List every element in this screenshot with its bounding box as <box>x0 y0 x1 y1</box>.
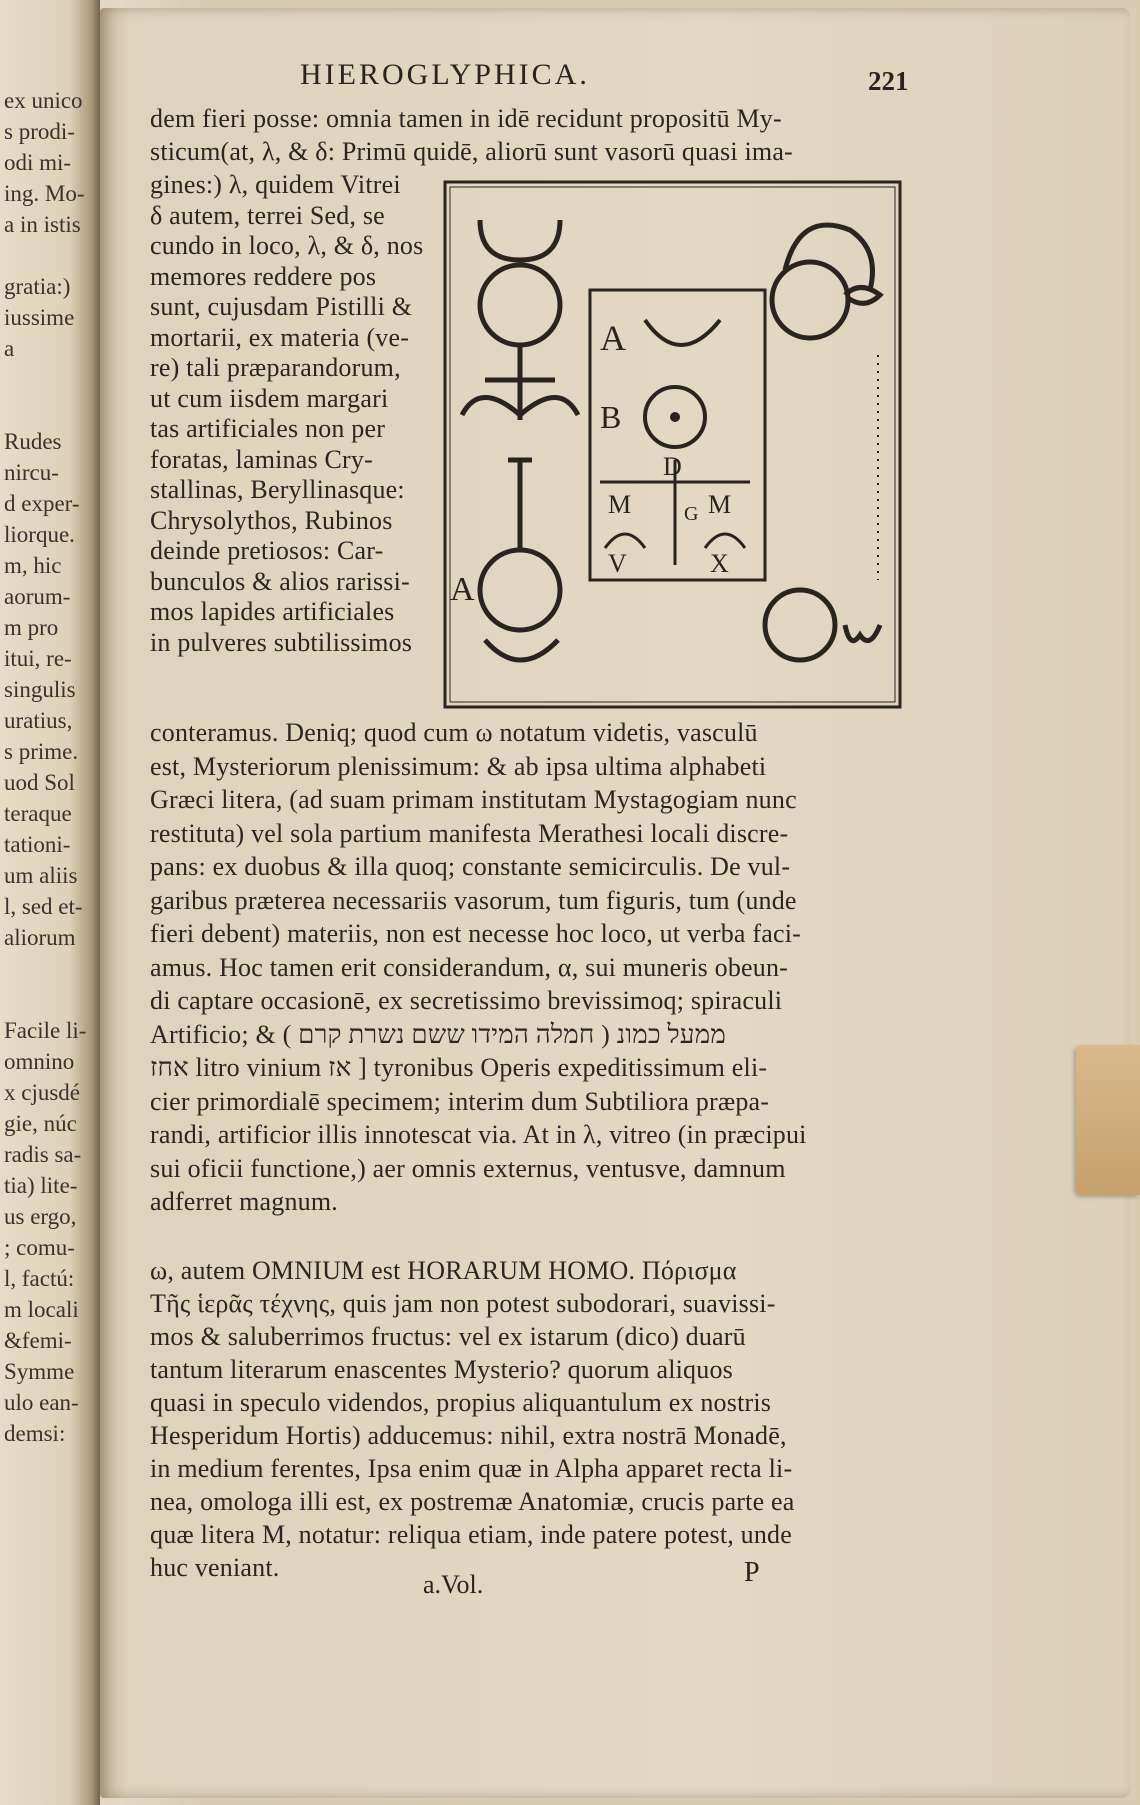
left-margin-line: a <box>4 336 15 361</box>
left-margin-line: s prodi- <box>4 119 75 144</box>
text-line: re) tali præparandorum, <box>150 353 401 382</box>
upper-crescent <box>645 320 720 345</box>
text-line: sticum(at, λ, & δ: Primū quidē, aliorū sunt vasorū quasi ima- <box>150 137 793 166</box>
text-line: pans: ex duobus & illa quoq; constante semicirculis. De vul- <box>150 852 791 881</box>
text-line: bunculos & alios rarissi- <box>150 566 410 596</box>
text-line: est, Mysteriorum plenissimum: & ab ipsa ultima alphabeti <box>150 751 767 781</box>
left-margin-line: s prime. <box>4 739 79 764</box>
text-line: quæ litera M, notatur: reliqua etiam, inde patere potest, unde <box>150 1520 792 1549</box>
omega-symbol <box>765 590 880 660</box>
left-margin-line: aliorum <box>4 925 76 950</box>
left-margin-line: uod Sol <box>4 770 75 795</box>
left-margin-line: uratius, <box>4 708 73 733</box>
text-line: stallinas, Beryllinasque: <box>150 475 405 504</box>
left-margin-line: tia) lite- <box>4 1173 78 1198</box>
left-margin-line: Rudes <box>4 429 62 454</box>
text-line: ut cum iisdem margari <box>150 383 389 413</box>
left-margin-line: nircu- <box>4 460 59 485</box>
text-line: in pulveres subtilissimos <box>150 627 413 657</box>
text-line: foratas, laminas Cry- <box>150 444 373 474</box>
text-line: tas artificiales non per <box>150 414 386 443</box>
text-line: sunt, cujusdam Pistilli & <box>150 292 413 321</box>
mercury-symbol <box>462 220 578 420</box>
left-margin-line: l, factú: <box>4 1266 75 1291</box>
text-line: cundo in loco, λ, & δ, nos <box>150 231 424 260</box>
left-margin-line: ulo ean- <box>4 1390 79 1415</box>
left-margin-line: x cjusdé <box>4 1080 81 1105</box>
figure-letter-m1: M <box>608 490 632 519</box>
text-line: deinde pretiosos: Car- <box>150 536 384 565</box>
left-margin-line: m, hic <box>4 553 62 578</box>
text-line: Chrysolythos, Rubinos <box>150 505 393 535</box>
text-line: di captare occasionē, ex secretissimo brevissimoq; spiraculi <box>150 986 783 1015</box>
page-number: 221 <box>868 66 909 96</box>
text-line: nea, omologa illi est, ex postremæ Anatomiæ, crucis parte ea <box>150 1487 795 1516</box>
left-margin-line: demsi: <box>4 1421 66 1446</box>
left-margin-line: gratia:) <box>4 274 71 299</box>
left-margin-line: odi mi- <box>4 150 72 175</box>
text-line: tantum literarum enascentes Mysterio? quorum aliquos <box>150 1355 733 1384</box>
figure-letter-b: B <box>600 399 622 435</box>
text-line: garibus præterea necessariis vasorum, tum figuris, tum (unde <box>150 885 797 915</box>
figure-side-letter-a: A <box>450 571 475 608</box>
text-line: Artificio; & ( חמלה המידו ששם נשרת קרם ) ממעל כמונ <box>150 1019 726 1049</box>
taurus-symbol <box>772 225 880 338</box>
left-margin-line: itui, re- <box>4 646 72 671</box>
vessel-symbol <box>480 460 560 660</box>
signature-mark: a.Vol. <box>423 1570 484 1599</box>
left-margin-line: Facile li- <box>4 1018 87 1043</box>
figure-letter-v: V <box>608 549 627 578</box>
left-margin-line: gie, núc <box>4 1111 77 1136</box>
text-line: אחז litro vinium אז ] tyronibus Operis expeditissimum eli- <box>150 1053 768 1082</box>
lower-arc-left <box>605 534 645 548</box>
text-line: gines:) λ, quidem Vitrei <box>150 170 401 199</box>
text-line: memores reddere pos <box>150 261 377 291</box>
left-margin-line: radis sa- <box>4 1142 82 1167</box>
left-margin-line: Symme <box>4 1359 75 1384</box>
text-line: amus. Hoc tamen erit considerandum, α, sui muneris obeun- <box>150 952 789 982</box>
left-margin-line: um aliis <box>4 863 78 888</box>
text-line: randi, artificior illis innotescat via. At in λ, vitreo (in præcipui <box>150 1120 807 1149</box>
text-line: mos lapides artificiales <box>150 597 395 626</box>
running-head: HIEROGLYPHICA. <box>300 58 590 91</box>
left-margin-line: &femi- <box>4 1328 72 1353</box>
left-margin-line: d exper- <box>4 491 80 516</box>
text-line: huc veniant. <box>150 1553 280 1582</box>
lower-arc-right <box>705 534 745 548</box>
left-page-edge <box>0 0 100 1805</box>
figure-letter-g: G <box>684 503 699 525</box>
text-line: mortarii, ex materia (ve- <box>150 322 410 352</box>
text-line: δ autem, terrei Sed, se <box>150 200 385 230</box>
figure-letter-d: D <box>663 452 682 481</box>
text-line: ω, autem OMNIUM est HORARUM HOMO. Πόρισμα <box>150 1256 737 1285</box>
text-line: dem fieri posse: omnia tamen in idē recidunt propositū My- <box>150 104 782 133</box>
paper-bookmark <box>1076 1045 1140 1195</box>
left-margin-line: a in istis <box>4 212 81 237</box>
left-margin-line: ; comu- <box>4 1235 75 1260</box>
sun-dot <box>670 412 680 422</box>
catchword: P <box>744 1557 760 1588</box>
text-line: Tῆς ἱερᾶς τέχνης, quis jam non potest subodorari, suavissi- <box>150 1289 776 1318</box>
left-margin-line: singulis <box>4 677 76 702</box>
left-margin-line: us ergo, <box>4 1204 77 1229</box>
left-margin-line: tationi- <box>4 832 71 857</box>
left-margin-line: ex unico <box>4 88 83 113</box>
figure-svg <box>440 170 910 715</box>
left-margin-line: iussime <box>4 305 75 330</box>
left-margin-line: l, sed et- <box>4 894 83 919</box>
figure-letter-x: X <box>710 549 729 578</box>
left-margin-line: liorque. <box>4 522 75 547</box>
left-margin-line: aorum- <box>4 584 71 609</box>
left-margin-line: m pro <box>4 615 59 640</box>
text-line: fieri debent) materiis, non est necesse hoc loco, ut verba faci- <box>150 919 801 948</box>
text-line: Hesperidum Hortis) adducemus: nihil, extra nostrā Monadē, <box>150 1421 787 1450</box>
hieroglyphic-figure <box>440 170 910 715</box>
left-margin-line: teraque <box>4 801 72 826</box>
text-line: cier primordialē specimem; interim dum Subtiliora præpa- <box>150 1086 770 1116</box>
text-line: conteramus. Deniq; quod cum ω notatum videtis, vasculū <box>150 718 758 747</box>
text-line: mos & saluberrimos fructus: vel ex istarum (dico) duarū <box>150 1322 746 1351</box>
left-margin-line: ing. Mo- <box>4 181 85 206</box>
text-line: in medium ferentes, Ipsa enim quæ in Alpha apparet recta li- <box>150 1454 793 1483</box>
text-line: Græci litera, (ad suam primam institutam Mystagogiam nunc <box>150 785 797 814</box>
text-line: restituta) vel sola partium manifesta Merathesi locali discre- <box>150 818 789 848</box>
left-margin-line: m locali <box>4 1297 79 1322</box>
text-line: quasi in speculo videndos, propius aliquantulum ex nostris <box>150 1388 772 1417</box>
text-line: sui oficii functione,) aer omnis externus, ventusve, damnum <box>150 1153 786 1183</box>
figure-letter-m2: M <box>708 490 732 519</box>
figure-letter-a: A <box>600 318 626 358</box>
left-margin-line: omnino <box>4 1049 75 1074</box>
text-line: adferret magnum. <box>150 1187 339 1216</box>
